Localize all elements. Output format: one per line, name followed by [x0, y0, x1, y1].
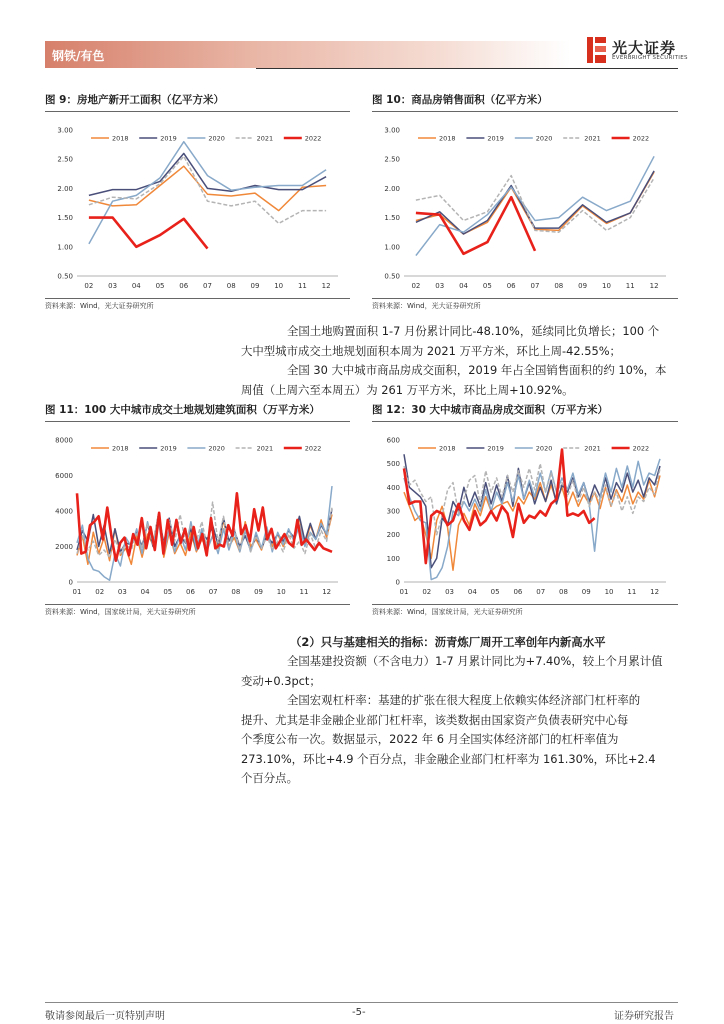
figure-12-title: 图 12：30 大中城市商品房成交面积（万平方米） — [372, 404, 609, 416]
x-tick-label: 08 — [231, 588, 241, 596]
legend-label-2019: 2019 — [487, 134, 504, 143]
text-line: 全国基建投资额（不含电力）1-7 月累计同比为+7.40%，较上个月累计值 — [287, 654, 663, 668]
legend-label-2020: 2020 — [535, 444, 553, 453]
y-tick-label: 2.50 — [57, 155, 73, 164]
x-tick-label: 09 — [250, 282, 260, 290]
x-tick-label: 02 — [411, 282, 421, 290]
text-line: 提升、尤其是非金融企业部门杠杆率，该类数据由国家资产负债表研究中心每 — [241, 712, 629, 727]
figure-9-bottom-rule — [45, 298, 350, 299]
y-tick-label: 600 — [386, 436, 400, 445]
logo-icon — [586, 36, 608, 64]
x-tick-label: 09 — [254, 588, 264, 596]
legend-label-2018: 2018 — [439, 444, 456, 453]
x-tick-label: 08 — [226, 282, 236, 290]
x-tick-label: 11 — [627, 588, 637, 596]
figure-9-source: 资料来源：Wind，光大证券研究所 — [45, 302, 154, 310]
legend-label-2019: 2019 — [160, 134, 177, 143]
legend-label-2019: 2019 — [160, 444, 177, 453]
text-line: 全国宏观杠杆率：基建的扩张在很大程度上依赖实体经济部门杠杆率的 — [287, 693, 641, 707]
chart-new-construction-area — [45, 114, 350, 298]
legend-label-2022: 2022 — [632, 134, 650, 143]
legend-label-2020: 2020 — [208, 134, 225, 143]
x-tick-label: 12 — [650, 588, 660, 596]
y-tick-label: 0.50 — [384, 272, 400, 281]
legend-label-2021: 2021 — [256, 134, 274, 143]
figure-9-rule — [45, 111, 350, 112]
text-line: 周值（上周六至本周五）为 261 万平方米，环比上周+10.92%。 — [241, 382, 574, 397]
x-tick-label: 02 — [95, 588, 105, 596]
x-tick-label: 10 — [274, 282, 284, 290]
x-tick-label: 12 — [322, 588, 332, 596]
x-tick-label: 09 — [578, 282, 588, 290]
legend-label-2018: 2018 — [439, 134, 456, 143]
x-tick-label: 08 — [559, 588, 568, 596]
figure-11-bottom-rule — [45, 604, 350, 605]
figure-10-source: 资料来源：Wind，光大证券研究所 — [372, 302, 481, 310]
x-tick-label: 08 — [554, 282, 564, 290]
x-tick-label: 06 — [179, 282, 189, 290]
legend-label-2022: 2022 — [304, 444, 322, 453]
text-line: 273.10%，环比+4.9 个百分点，非金融企业部门杠杆率为 161.30%，环比+2.4 — [241, 751, 656, 766]
x-tick-label: 06 — [186, 588, 195, 596]
y-tick-label: 300 — [386, 507, 400, 516]
footer-rule — [45, 1002, 678, 1003]
series-line-2022 — [89, 218, 208, 249]
x-tick-label: 01 — [72, 588, 82, 596]
y-tick-label: 1.50 — [384, 214, 400, 223]
text-line: 全国土地购置面积 1-7 月份累计同比-48.10%，延续同比负增长；100 个 — [287, 324, 660, 338]
y-tick-label: 8000 — [55, 436, 73, 445]
legend-label-2022: 2022 — [632, 444, 650, 453]
legend-label-2020: 2020 — [208, 444, 225, 453]
text-line: 全国 30 大中城市商品房成交面积，2019 年占全国销售面积的约 10%，本 — [287, 363, 667, 377]
section-label: 钢铁/有色 — [52, 49, 105, 63]
page-number: -5- — [352, 1007, 366, 1018]
x-tick-label: 10 — [276, 588, 286, 596]
y-tick-label: 1.00 — [57, 243, 73, 252]
chart-housing-transaction-area — [372, 424, 678, 604]
figure-11-rule — [45, 421, 350, 422]
x-tick-label: 06 — [506, 282, 516, 290]
x-tick-label: 12 — [649, 282, 659, 290]
x-tick-label: 05 — [482, 282, 492, 290]
y-tick-label: 4000 — [55, 507, 73, 516]
x-tick-label: 12 — [321, 282, 331, 290]
x-tick-label: 01 — [399, 588, 409, 596]
y-tick-label: 500 — [386, 460, 400, 469]
x-tick-label: 10 — [601, 282, 611, 290]
text-line: 个季度公布一次。数据显示，2022 年 6 月全国实体经济部门的杠杆率值为 — [241, 732, 619, 746]
x-tick-label: 02 — [84, 282, 94, 290]
y-tick-label: 2000 — [55, 543, 73, 551]
x-tick-label: 05 — [490, 588, 500, 596]
y-tick-label: 0.50 — [57, 272, 73, 281]
logo-text: 光大证券 — [612, 39, 677, 57]
figure-9-title: 图 9：房地产新开工面积（亿平方米） — [45, 94, 224, 106]
footer-report-type: 证券研究报告 — [614, 1011, 674, 1022]
legend-label-2018: 2018 — [112, 444, 129, 453]
x-tick-label: 11 — [297, 282, 307, 290]
section-heading: （2）只与基建相关的指标：沥青炼厂周开工率创年内新高水平 — [290, 635, 606, 649]
legend-label-2021: 2021 — [584, 444, 601, 453]
series-line-2020 — [89, 142, 326, 244]
figure-10-title: 图 10：商品房销售面积（亿平方米） — [372, 94, 548, 106]
logo-subtext: EVERBRIGHT SECURITIES — [612, 55, 688, 61]
x-tick-label: 10 — [604, 588, 614, 596]
x-tick-label: 07 — [208, 588, 218, 596]
y-tick-label: 400 — [386, 483, 400, 492]
series-line-2018 — [416, 172, 654, 234]
y-tick-label: 1.00 — [384, 243, 400, 252]
x-tick-label: 04 — [467, 588, 477, 596]
figure-12-bottom-rule — [372, 604, 678, 605]
legend-label-2018: 2018 — [112, 134, 129, 143]
x-tick-label: 11 — [299, 588, 309, 596]
y-tick-label: 3.00 — [384, 126, 400, 135]
y-tick-label: 0 — [68, 578, 73, 587]
text-line: 个百分点。 — [241, 771, 298, 785]
chart-commodity-housing-sales-area — [372, 114, 678, 298]
y-tick-label: 2.50 — [384, 155, 400, 164]
legend-label-2021: 2021 — [584, 134, 601, 143]
x-tick-label: 03 — [435, 282, 445, 290]
y-tick-label: 2.00 — [57, 184, 73, 193]
legend-label-2020: 2020 — [535, 134, 553, 143]
y-tick-label: 6000 — [55, 472, 73, 480]
header-band — [45, 41, 570, 68]
x-tick-label: 04 — [131, 282, 141, 290]
x-tick-label: 09 — [581, 588, 591, 596]
x-tick-label: 03 — [108, 282, 118, 290]
figure-12-source: 资料来源：Wind，国家统计局，光大证券研究所 — [372, 608, 523, 616]
figure-10-rule — [372, 111, 678, 112]
x-tick-label: 05 — [163, 588, 173, 596]
paragraph-land-sales — [241, 322, 681, 400]
chart-land-planned-area — [45, 424, 350, 604]
y-tick-label: 2.00 — [384, 184, 400, 193]
x-tick-label: 11 — [625, 282, 635, 290]
y-tick-label: 100 — [386, 554, 400, 563]
y-tick-label: 0 — [395, 578, 400, 587]
x-tick-label: 02 — [422, 588, 432, 596]
y-tick-label: 3.00 — [57, 126, 73, 135]
x-tick-label: 07 — [203, 282, 212, 290]
header-rule — [256, 68, 678, 69]
figure-11-title: 图 11：100 大中城市成交土地规划建筑面积（万平方米） — [45, 404, 320, 416]
y-tick-label: 200 — [386, 531, 400, 540]
x-tick-label: 03 — [117, 588, 127, 596]
y-tick-label: 1.50 — [57, 214, 73, 223]
figure-12-rule — [372, 421, 678, 422]
paragraph-infrastructure — [241, 652, 681, 789]
x-tick-label: 03 — [445, 588, 455, 596]
legend-label-2022: 2022 — [304, 134, 322, 143]
text-line: 变动+0.3pct； — [241, 673, 321, 688]
legend-label-2019: 2019 — [487, 444, 504, 453]
x-tick-label: 07 — [530, 282, 540, 290]
series-line-2020 — [416, 156, 654, 255]
x-tick-label: 06 — [513, 588, 523, 596]
text-line: 大中型城市成交土地规划面积本周为 2021 万平方米，环比上周-42.55%； — [241, 343, 621, 358]
figure-10-bottom-rule — [372, 298, 678, 299]
footer-disclaimer: 敬请参阅最后一页特别声明 — [45, 1011, 165, 1022]
series-line-2022 — [416, 197, 535, 254]
series-line-2022 — [77, 493, 332, 560]
x-tick-label: 07 — [536, 588, 546, 596]
x-tick-label: 05 — [155, 282, 165, 290]
x-tick-label: 04 — [140, 588, 150, 596]
legend-label-2021: 2021 — [256, 444, 274, 453]
x-tick-label: 04 — [459, 282, 469, 290]
figure-11-source: 资料来源：Wind，国家统计局，光大证券研究所 — [45, 608, 196, 616]
